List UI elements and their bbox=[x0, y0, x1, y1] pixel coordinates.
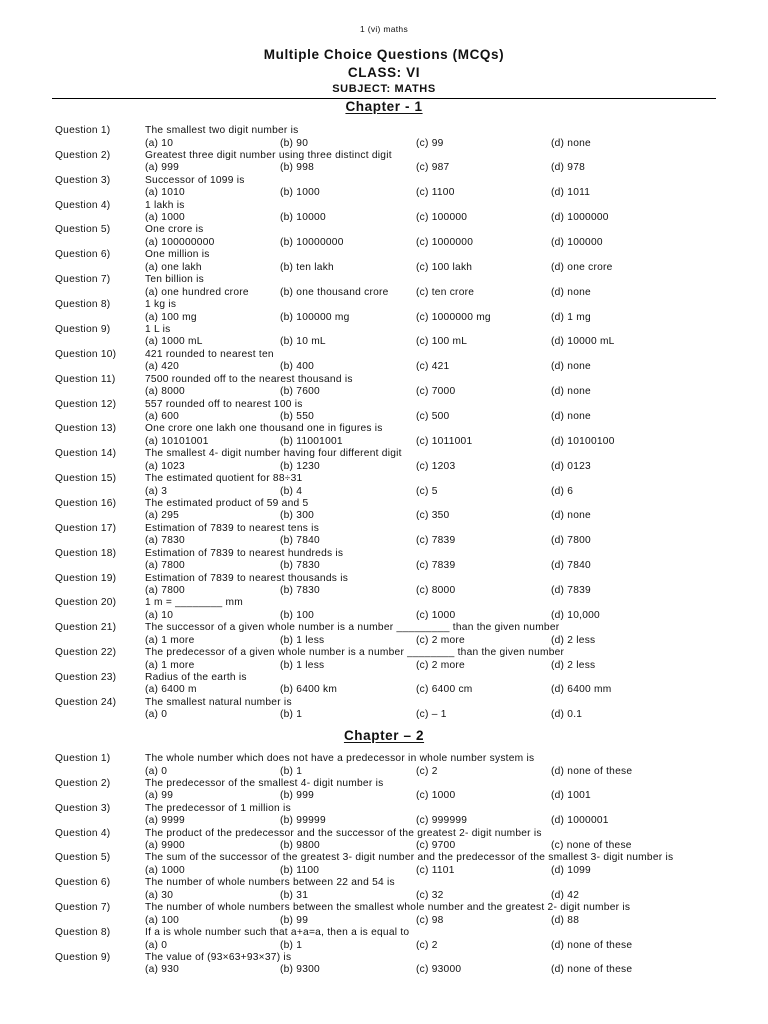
question-text: Estimation of 7839 to nearest tens is bbox=[145, 522, 320, 534]
question-text: The value of (93×63+93×37) is bbox=[145, 951, 292, 963]
question-text: The predecessor of the smallest 4- digit number is bbox=[145, 777, 384, 789]
answer-option-c: (c) 350 bbox=[416, 510, 450, 522]
question-text: Radius of the earth is bbox=[145, 671, 247, 683]
question-number: Question 24) bbox=[55, 696, 117, 708]
question-number: Question 18) bbox=[55, 547, 117, 559]
answer-option-d: (d) 2 less bbox=[551, 659, 596, 671]
answer-option-b: (b) 400 bbox=[280, 361, 315, 373]
answer-option-c: (c) 98 bbox=[416, 914, 444, 926]
answer-option-d: (d) none bbox=[551, 286, 591, 298]
answer-option-a: (a) 7830 bbox=[145, 535, 185, 547]
answer-option-a: (a) 9900 bbox=[145, 840, 185, 852]
answer-option-a: (a) 7800 bbox=[145, 560, 185, 572]
answer-option-d: (d) 1001 bbox=[551, 790, 591, 802]
answer-option-d: (d) 978 bbox=[551, 162, 586, 174]
question-number: Question 2) bbox=[55, 149, 111, 161]
question-text: If a is whole number such that a+a=a, then a is equal to bbox=[145, 927, 410, 938]
answer-option-d: (d) 0123 bbox=[551, 460, 591, 472]
answer-option-b: (b) 1 less bbox=[280, 659, 325, 671]
answer-option-a: (a) 1000 bbox=[145, 212, 185, 224]
answer-option-d: (d) 6 bbox=[551, 485, 574, 497]
answer-option-a: (a) one lakh bbox=[145, 261, 202, 273]
answer-option-b: (b) 9300 bbox=[280, 964, 320, 976]
answer-option-c: (c) 100 lakh bbox=[416, 261, 473, 273]
answer-option-c: (c) 1000 bbox=[416, 609, 456, 621]
answer-option-d: (d) 42 bbox=[551, 889, 580, 901]
answer-option-d: (d) 1011 bbox=[551, 187, 591, 199]
answer-option-a: (a) 1010 bbox=[145, 187, 185, 199]
answer-option-d: (d) 7800 bbox=[551, 535, 591, 547]
question-number: Question 4) bbox=[55, 199, 111, 211]
answer-option-b: (b) 7830 bbox=[280, 585, 320, 596]
answer-option-b: (b) 90 bbox=[280, 137, 309, 149]
answer-option-a: (a) 295 bbox=[145, 510, 180, 522]
answer-option-d: (d) none bbox=[551, 361, 591, 373]
answer-option-a: (a) 6400 m bbox=[145, 684, 197, 696]
answer-option-b: (b) 9800 bbox=[280, 840, 320, 852]
question-number: Question 13) bbox=[55, 423, 117, 435]
question-number: Question 8) bbox=[55, 299, 111, 310]
question-text: Successor of 1099 is bbox=[145, 174, 245, 186]
answer-option-a: (a) 3 bbox=[145, 485, 168, 497]
question-number: Question 7) bbox=[55, 274, 111, 286]
answer-option-d: (d) 10100100 bbox=[551, 435, 615, 447]
question-text: 1 lakh is bbox=[145, 199, 185, 211]
question-number: Question 10) bbox=[55, 348, 117, 360]
answer-option-b: (b) 1 bbox=[280, 709, 303, 721]
question-text: One crore one lakh one thousand one in figures is bbox=[145, 423, 383, 435]
answer-option-a: (a) 1 more bbox=[145, 634, 195, 646]
question-number: Question 22) bbox=[55, 647, 117, 659]
answer-option-b: (b) 10 mL bbox=[280, 336, 326, 348]
answer-option-c: (c) 8000 bbox=[416, 585, 456, 596]
answer-option-c: (c) 32 bbox=[416, 889, 444, 901]
question-text: The product of the predecessor and the successor of the greatest 2- digit number is bbox=[145, 827, 542, 839]
chapter-heading bbox=[0, 728, 768, 743]
answer-option-d: (c) none of these bbox=[551, 840, 632, 852]
answer-option-c: (c) 2 bbox=[416, 765, 438, 777]
answer-option-c: (c) 2 more bbox=[416, 659, 465, 671]
answer-option-b: (b) 550 bbox=[280, 411, 315, 422]
question-text: The predecessor of a given whole number is a number ________ than the given number bbox=[145, 647, 565, 659]
answer-option-a: (a) 0 bbox=[145, 765, 168, 777]
answer-option-d: (d) 10000 mL bbox=[551, 336, 615, 348]
answer-option-b: (b) 7830 bbox=[280, 560, 320, 572]
answer-option-c: (c) 6400 cm bbox=[416, 684, 473, 696]
answer-option-a: (a) 1023 bbox=[145, 460, 185, 472]
answer-option-b: (b) 31 bbox=[280, 889, 309, 901]
answer-option-b: (b) 998 bbox=[280, 162, 315, 174]
answer-option-d: (d) 1000000 bbox=[551, 212, 609, 224]
answer-option-a: (a) 600 bbox=[145, 411, 180, 422]
question-text: The number of whole numbers between the smallest whole number and the greatest 2- digit number is bbox=[145, 902, 631, 914]
question-text: 1 L is bbox=[145, 323, 171, 335]
answer-option-b: (b) 7840 bbox=[280, 535, 320, 547]
answer-option-a: (a) 930 bbox=[145, 964, 180, 976]
answer-option-c: (c) 1100 bbox=[416, 187, 455, 199]
question-number: Question 21) bbox=[55, 622, 117, 634]
answer-option-b: (b) 6400 km bbox=[280, 684, 338, 696]
answer-option-c: (c) 5 bbox=[416, 485, 438, 497]
answer-option-a: (a) 0 bbox=[145, 939, 168, 951]
question-text: The smallest two digit number is bbox=[145, 125, 299, 136]
answer-option-d: (d) none bbox=[551, 137, 591, 149]
answer-option-d: (d) 100000 bbox=[551, 236, 603, 248]
answer-option-d: (d) 2 less bbox=[551, 634, 596, 646]
answer-option-c: (c) 1203 bbox=[416, 460, 456, 472]
question-text: The estimated product of 59 and 5 bbox=[145, 497, 309, 509]
answer-option-b: (b) 1 bbox=[280, 939, 303, 951]
question-number: Question 7) bbox=[55, 902, 111, 914]
answer-option-a: (a) 1000 bbox=[145, 864, 185, 876]
answer-option-c: (c) 1000000 mg bbox=[416, 311, 491, 323]
chapter-heading bbox=[0, 99, 768, 114]
answer-option-c: (c) ten crore bbox=[416, 286, 475, 298]
answer-option-c: (c) 421 bbox=[416, 361, 450, 373]
answer-option-a: (a) 8000 bbox=[145, 386, 185, 398]
answer-option-c: (c) 999999 bbox=[416, 815, 468, 827]
answer-option-d: (d) 1000001 bbox=[551, 815, 609, 827]
question-number: Question 6) bbox=[55, 877, 111, 889]
answer-option-a: (a) 100000000 bbox=[145, 236, 215, 248]
answer-option-d: (d) 1099 bbox=[551, 864, 591, 876]
answer-option-b: (b) 1 bbox=[280, 765, 303, 777]
answer-option-d: (d) 1 mg bbox=[551, 311, 591, 323]
question-text: 421 rounded to nearest ten bbox=[145, 348, 274, 360]
answer-option-d: (d) 0.1 bbox=[551, 709, 583, 721]
answer-option-c: (c) – 1 bbox=[416, 709, 447, 721]
document-title: Multiple Choice Questions (MCQs) bbox=[263, 47, 505, 62]
question-text: The successor of a given whole number is a number _________ than the given number bbox=[145, 622, 560, 634]
question-number: Question 5) bbox=[55, 852, 111, 864]
question-text: 1 m = ________ mm bbox=[145, 597, 243, 609]
answer-option-a: (a) 30 bbox=[145, 889, 174, 901]
answer-option-c: (c) 93000 bbox=[416, 964, 462, 976]
question-number: Question 3) bbox=[55, 802, 111, 814]
question-number: Question 3) bbox=[55, 174, 111, 186]
question-number: Question 5) bbox=[55, 224, 111, 236]
chapter-heading-text: Chapter - 1 bbox=[345, 99, 423, 114]
answer-option-a: (a) 999 bbox=[145, 162, 180, 174]
answer-option-d: (d) none bbox=[551, 411, 591, 422]
answer-option-b: (b) 99999 bbox=[280, 815, 326, 827]
answer-option-d: (d) 7839 bbox=[551, 585, 591, 596]
question-number: Question 2) bbox=[55, 777, 111, 789]
answer-option-c: (c) 1000000 bbox=[416, 236, 474, 248]
answer-option-a: (a) one hundred crore bbox=[145, 286, 249, 298]
question-text: The estimated quotient for 88÷31 bbox=[145, 473, 303, 484]
question-text: The smallest natural number is bbox=[145, 696, 292, 708]
answer-option-b: (b) 999 bbox=[280, 790, 315, 802]
question-text: Ten billion is bbox=[145, 274, 204, 286]
answer-option-c: (c) 100 mL bbox=[416, 336, 468, 348]
answer-option-a: (a) 1 more bbox=[145, 659, 195, 671]
answer-option-b: (b) 4 bbox=[280, 485, 303, 497]
answer-option-b: (b) 100 bbox=[280, 609, 315, 621]
page-note: 1 (vi) maths bbox=[360, 24, 408, 34]
answer-option-a: (a) 10101001 bbox=[145, 435, 209, 447]
answer-option-b: (b) 1 less bbox=[280, 634, 325, 646]
answer-option-a: (a) 420 bbox=[145, 361, 180, 373]
question-text: Estimation of 7839 to nearest hundreds is bbox=[145, 547, 344, 559]
answer-option-c: (c) 100000 bbox=[416, 212, 468, 224]
answer-option-d: (d) none of these bbox=[551, 765, 633, 777]
answer-option-d: (d) none of these bbox=[551, 939, 633, 951]
answer-option-d: (d) none bbox=[551, 510, 591, 522]
answer-option-b: (b) 10000 bbox=[280, 212, 326, 224]
question-text: 7500 rounded off to the nearest thousand is bbox=[145, 373, 353, 385]
question-number: Question 17) bbox=[55, 522, 117, 534]
answer-option-c: (c) 1011001 bbox=[416, 435, 473, 447]
answer-option-c: (c) 500 bbox=[416, 411, 450, 422]
question-number: Question 11) bbox=[55, 373, 116, 385]
question-number: Question 1) bbox=[55, 125, 111, 136]
answer-option-d: (d) 6400 mm bbox=[551, 684, 612, 696]
answer-option-b: (b) one thousand crore bbox=[280, 286, 389, 298]
answer-option-b: (b) 1000 bbox=[280, 187, 320, 199]
answer-option-c: (c) 2 more bbox=[416, 634, 465, 646]
question-text: Greatest three digit number using three distinct digit bbox=[145, 149, 392, 161]
answer-option-b: (b) ten lakh bbox=[280, 261, 334, 273]
question-number: Question 6) bbox=[55, 249, 111, 261]
question-number: Question 8) bbox=[55, 927, 111, 938]
answer-option-b: (b) 7600 bbox=[280, 386, 320, 398]
answer-option-a: (a) 99 bbox=[145, 790, 174, 802]
answer-option-b: (b) 100000 mg bbox=[280, 311, 350, 323]
answer-option-a: (a) 100 bbox=[145, 914, 180, 926]
question-text: The number of whole numbers between 22 and 54 is bbox=[145, 877, 395, 889]
question-number: Question 16) bbox=[55, 497, 117, 509]
answer-option-b: (b) 99 bbox=[280, 914, 309, 926]
question-number: Question 4) bbox=[55, 827, 111, 839]
answer-option-b: (b) 300 bbox=[280, 510, 315, 522]
answer-option-c: (c) 7839 bbox=[416, 535, 456, 547]
question-text: 1 kg is bbox=[145, 299, 177, 310]
answer-option-c: (c) 99 bbox=[416, 137, 444, 149]
question-text: Estimation of 7839 to nearest thousands is bbox=[145, 572, 349, 584]
answer-option-d: (d) none bbox=[551, 386, 591, 398]
chapter-heading-text: Chapter – 2 bbox=[343, 728, 425, 743]
answer-option-a: (a) 100 mg bbox=[145, 311, 197, 323]
class-line: CLASS: VI bbox=[347, 65, 421, 80]
question-text: One million is bbox=[145, 249, 210, 261]
answer-option-d: (d) none of these bbox=[551, 964, 633, 976]
answer-option-c: (c) 987 bbox=[416, 162, 450, 174]
question-number: Question 14) bbox=[55, 448, 117, 460]
answer-option-c: (c) 2 bbox=[416, 939, 438, 951]
question-number: Question 19) bbox=[55, 572, 117, 584]
answer-option-a: (a) 7800 bbox=[145, 585, 185, 596]
answer-option-a: (a) 0 bbox=[145, 709, 168, 721]
answer-option-c: (c) 1000 bbox=[416, 790, 456, 802]
answer-option-b: (b) 10000000 bbox=[280, 236, 344, 248]
question-text: One crore is bbox=[145, 224, 204, 236]
question-number: Question 20) bbox=[55, 597, 117, 609]
answer-option-b: (b) 1230 bbox=[280, 460, 320, 472]
question-text: 557 rounded off to nearest 100 is bbox=[145, 398, 303, 410]
answer-option-c: (c) 7839 bbox=[416, 560, 456, 572]
answer-option-a: (a) 9999 bbox=[145, 815, 185, 827]
answer-option-d: (d) 10,000 bbox=[551, 609, 600, 621]
answer-option-a: (a) 10 bbox=[145, 137, 174, 149]
question-text: The sum of the successor of the greatest 3- digit number and the predecessor of the smallest 3- digit number is bbox=[145, 852, 674, 864]
question-number: Question 9) bbox=[55, 951, 111, 963]
question-number: Question 23) bbox=[55, 671, 117, 683]
question-text: The smallest 4- digit number having four different digit bbox=[145, 448, 402, 460]
answer-option-a: (a) 10 bbox=[145, 609, 174, 621]
question-text: The predecessor of 1 million is bbox=[145, 802, 291, 814]
answer-option-d: (d) 88 bbox=[551, 914, 580, 926]
answer-option-d: (d) one crore bbox=[551, 261, 613, 273]
subject-line: SUBJECT: MATHS bbox=[332, 83, 436, 95]
answer-option-c: (c) 7000 bbox=[416, 386, 456, 398]
answer-option-c: (c) 9700 bbox=[416, 840, 456, 852]
answer-option-d: (d) 7840 bbox=[551, 560, 591, 572]
question-text: The whole number which does not have a predecessor in whole number system is bbox=[145, 753, 535, 764]
question-number: Question 1) bbox=[55, 753, 111, 764]
answer-option-a: (a) 1000 mL bbox=[145, 336, 203, 348]
answer-option-b: (b) 11001001 bbox=[280, 435, 343, 447]
question-number: Question 9) bbox=[55, 323, 111, 335]
answer-option-c: (c) 1101 bbox=[416, 864, 455, 876]
answer-option-b: (b) 1100 bbox=[280, 864, 320, 876]
question-number: Question 12) bbox=[55, 398, 117, 410]
question-number: Question 15) bbox=[55, 473, 117, 484]
